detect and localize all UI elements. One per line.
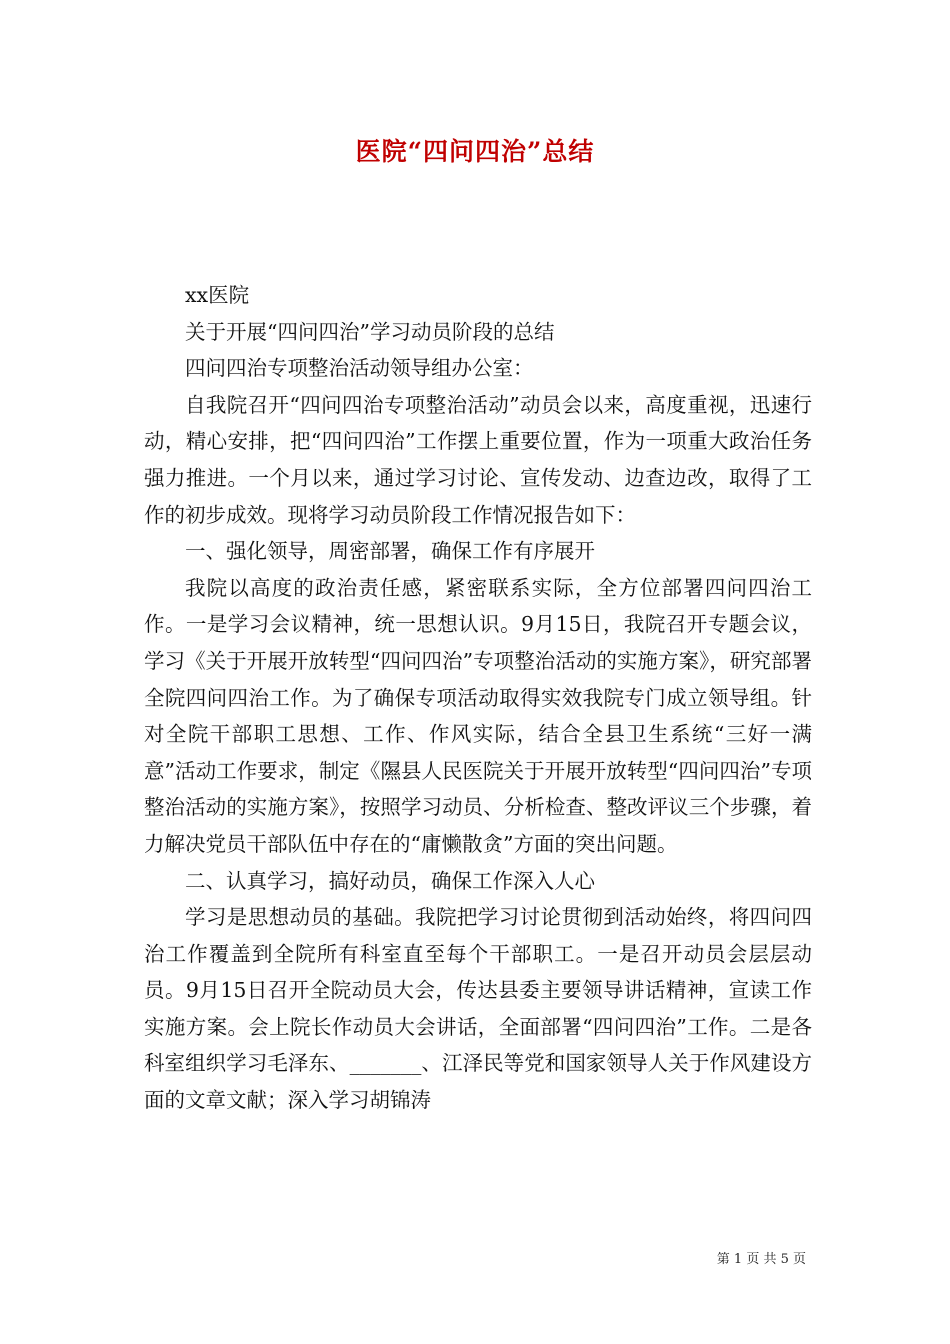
section-heading-2: 二、认真学习，搞好动员，确保工作深入人心 [185,868,595,893]
paragraph-section-1: 我院以高度的政治责任感，紧密联系实际，全方位部署四问四治工作。一是学习会议精神，统一思想认识。9月15日，我院召开专题会议，学习《关于开展开放转型“四问四治”专项整治活动的实施方案》，研究部署全院四问四治工作。为了确保专项活动取得实效我院专门成立领导组。针对全院干部职工思想、工作、作风实际，结合全县卫生系统“三好一满意”活动工作要求，制定《隰县人民医院关于开展开放转型“四问四治”专项整治活动的实施方案》，按照学习动员、分析检查、整改评议三个步骤，着力解决党员干部队伍中存在的“庸懒散贪”方面的突出问题。 [144,575,812,856]
paragraph-subject: 关于开展“四问四治”学习动员阶段的总结 [185,319,555,344]
paragraph-intro: 自我院召开“四问四治专项整治活动”动员会以来，高度重视，迅速行动，精心安排，把“四问四治”工作摆上重要位置，作为一项重大政治任务强力推进。一个月以来，通过学习讨论、宣传发动、边查边改，取得了工作的初步成效。现将学习动员阶段工作情况报告如下： [144,392,812,527]
page-number-footer: 第 1 页 共 5 页 [716,1252,806,1267]
paragraph-recipient-hospital: xx医院 [185,283,250,307]
document-body [144,277,812,1119]
page-title: 医院“四问四治”总结 [355,137,595,166]
section-heading-1: 一、强化领导，周密部署，确保工作有序展开 [185,539,595,564]
paragraph-section-2: 学习是思想动员的基础。我院把学习讨论贯彻到活动始终，将四问四治工作覆盖到全院所有科室直至每个干部职工。一是召开动员会层层动员。9月15日召开全院动员大会，传达县委主要领导讲话精神，宣读工作实施方案。会上院长作动员大会讲话，全面部署“四问四治”工作。二是各科室组织学习毛泽东、_______、江泽民等党和国家领导人关于作风建设方面的文章文献；深入学习胡锦涛 [144,905,812,1113]
paragraph-addressee: 四问四治专项整治活动领导组办公室： [185,356,534,381]
